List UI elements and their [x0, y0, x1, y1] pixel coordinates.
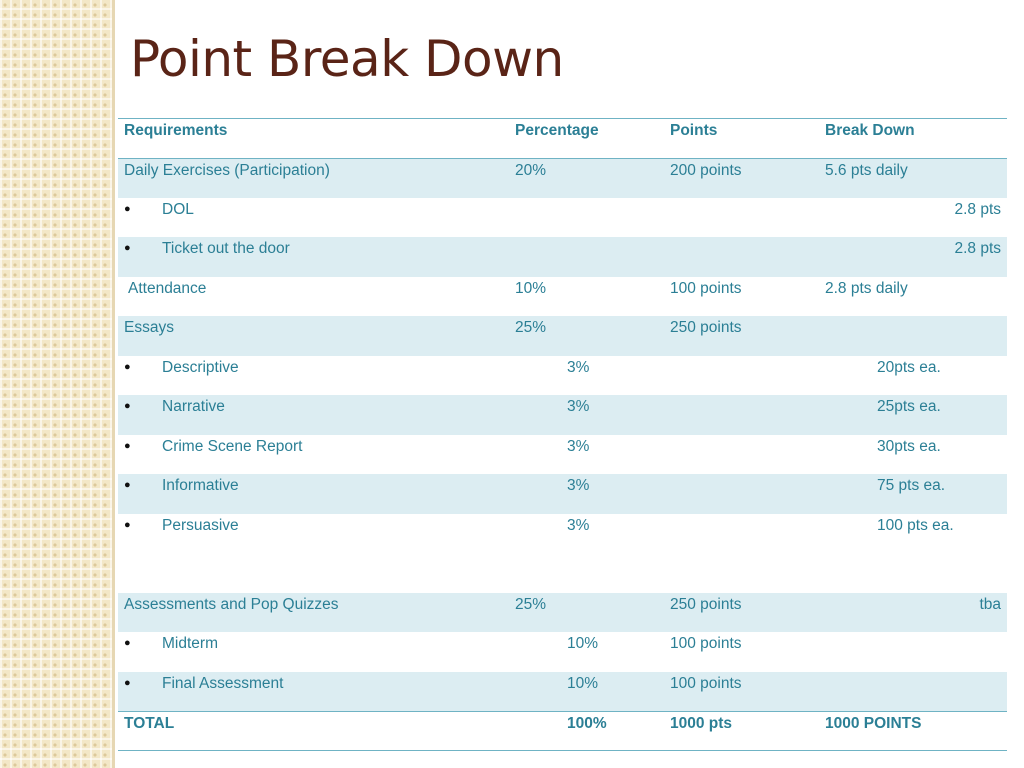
table-row: [118, 435, 1007, 475]
requirement-label: Descriptive: [162, 358, 239, 376]
points-cell: [664, 474, 819, 514]
requirement-cell: Essays: [118, 316, 509, 356]
requirement-cell: [118, 435, 509, 475]
bullet-icon: ●: [124, 202, 131, 215]
bullet-icon: ●: [124, 439, 131, 452]
points-cell: [664, 356, 819, 396]
total-percentage: 100%: [509, 711, 664, 751]
points-cell: [664, 198, 819, 238]
breakdown-cell: [819, 632, 1007, 672]
breakdown-cell: tba: [819, 593, 1007, 633]
percentage-cell: 3%: [567, 358, 590, 376]
points-cell: 100 points: [670, 635, 742, 652]
requirement-label: Narrative: [162, 398, 225, 415]
requirement-label: Informative: [162, 477, 239, 494]
table-row: [118, 632, 1007, 672]
table-row: [118, 316, 1007, 356]
table-row: [118, 277, 1007, 317]
requirement-cell: [118, 672, 509, 712]
points-cell: [664, 395, 819, 435]
requirement-label: Final Assessment: [162, 674, 284, 692]
breakdown-cell: 30pts ea.: [877, 437, 941, 455]
points-cell: [664, 514, 819, 593]
table-row: [118, 514, 1007, 593]
percentage-cell: 3%: [509, 395, 664, 435]
table-row: [118, 593, 1007, 633]
breakdown-cell: [819, 316, 1007, 356]
requirement-cell: [118, 198, 509, 238]
total-row: [118, 711, 1007, 751]
bullet-icon: ●: [124, 637, 131, 649]
header-percentage: Percentage: [509, 119, 664, 159]
header-points: Points: [664, 119, 819, 159]
point-breakdown-table: [118, 118, 1007, 751]
breakdown-cell: 25pts ea.: [819, 395, 1007, 435]
bullet-icon: ●: [124, 400, 131, 412]
percentage-cell: 10%: [509, 672, 664, 712]
requirement-cell: Daily Exercises (Participation): [118, 158, 509, 198]
requirement-label: Persuasive: [162, 516, 239, 534]
requirement-label: Ticket out the door: [162, 240, 290, 257]
points-cell: 250 points: [664, 593, 819, 633]
percentage-cell: 20%: [509, 158, 664, 198]
requirement-label: DOL: [162, 200, 194, 218]
requirement-cell: Attendance: [128, 279, 207, 297]
table-row: [118, 474, 1007, 514]
total-label: TOTAL: [118, 711, 509, 751]
requirement-cell: [118, 395, 509, 435]
slide-title: Point Break Down: [130, 30, 564, 88]
breakdown-cell: 75 pts ea.: [819, 474, 1007, 514]
table-row: [118, 158, 1007, 198]
table-header-row: [118, 119, 1007, 159]
total-breakdown: 1000 POINTS: [819, 711, 1007, 751]
percentage-cell: 25%: [509, 316, 664, 356]
percentage-cell: [509, 237, 664, 277]
side-divider: [112, 0, 115, 768]
total-points: 1000 pts: [664, 711, 819, 751]
percentage-cell: 10%: [515, 279, 547, 297]
requirement-label: Midterm: [162, 635, 218, 652]
breakdown-cell: 100 pts ea.: [877, 516, 954, 534]
breakdown-cell: 20pts ea.: [877, 358, 941, 376]
percentage-cell: 3%: [567, 516, 590, 534]
requirement-cell: [118, 514, 509, 593]
points-cell: 100 points: [670, 279, 742, 297]
points-cell: 200 points: [664, 158, 819, 198]
table-row: [118, 356, 1007, 396]
table-row: [118, 237, 1007, 277]
requirement-cell: [118, 237, 509, 277]
breakdown-cell: 5.6 pts daily: [819, 158, 1007, 198]
percentage-cell: 3%: [509, 474, 664, 514]
points-cell: 250 points: [664, 316, 819, 356]
table-row: [118, 198, 1007, 238]
percentage-cell: [509, 198, 664, 238]
bullet-icon: ●: [124, 479, 131, 491]
breakdown-cell: 2.8 pts: [819, 237, 1007, 277]
header-requirements: Requirements: [118, 119, 509, 159]
breakdown-cell: 2.8 pts daily: [825, 279, 908, 297]
requirement-cell: [118, 632, 509, 672]
points-cell: [664, 237, 819, 277]
bullet-icon: ●: [124, 360, 131, 373]
table-row: [118, 672, 1007, 712]
bullet-icon: ●: [124, 242, 131, 254]
bullet-icon: ●: [124, 518, 131, 531]
percentage-cell: 25%: [509, 593, 664, 633]
requirement-label: Crime Scene Report: [162, 437, 303, 455]
requirement-cell: [118, 356, 509, 396]
percentage-cell: 10%: [567, 635, 599, 652]
points-cell: 100 points: [664, 672, 819, 712]
decorative-side-pattern: [0, 0, 112, 768]
header-breakdown: Break Down: [819, 119, 1007, 159]
breakdown-cell: [819, 672, 1007, 712]
percentage-cell: 3%: [567, 437, 590, 455]
points-cell: [664, 435, 819, 475]
breakdown-cell: 2.8 pts: [954, 200, 1001, 218]
bullet-icon: ●: [124, 676, 131, 689]
requirement-cell: [118, 474, 509, 514]
requirement-cell: Assessments and Pop Quizzes: [118, 593, 509, 633]
table-row: [118, 395, 1007, 435]
